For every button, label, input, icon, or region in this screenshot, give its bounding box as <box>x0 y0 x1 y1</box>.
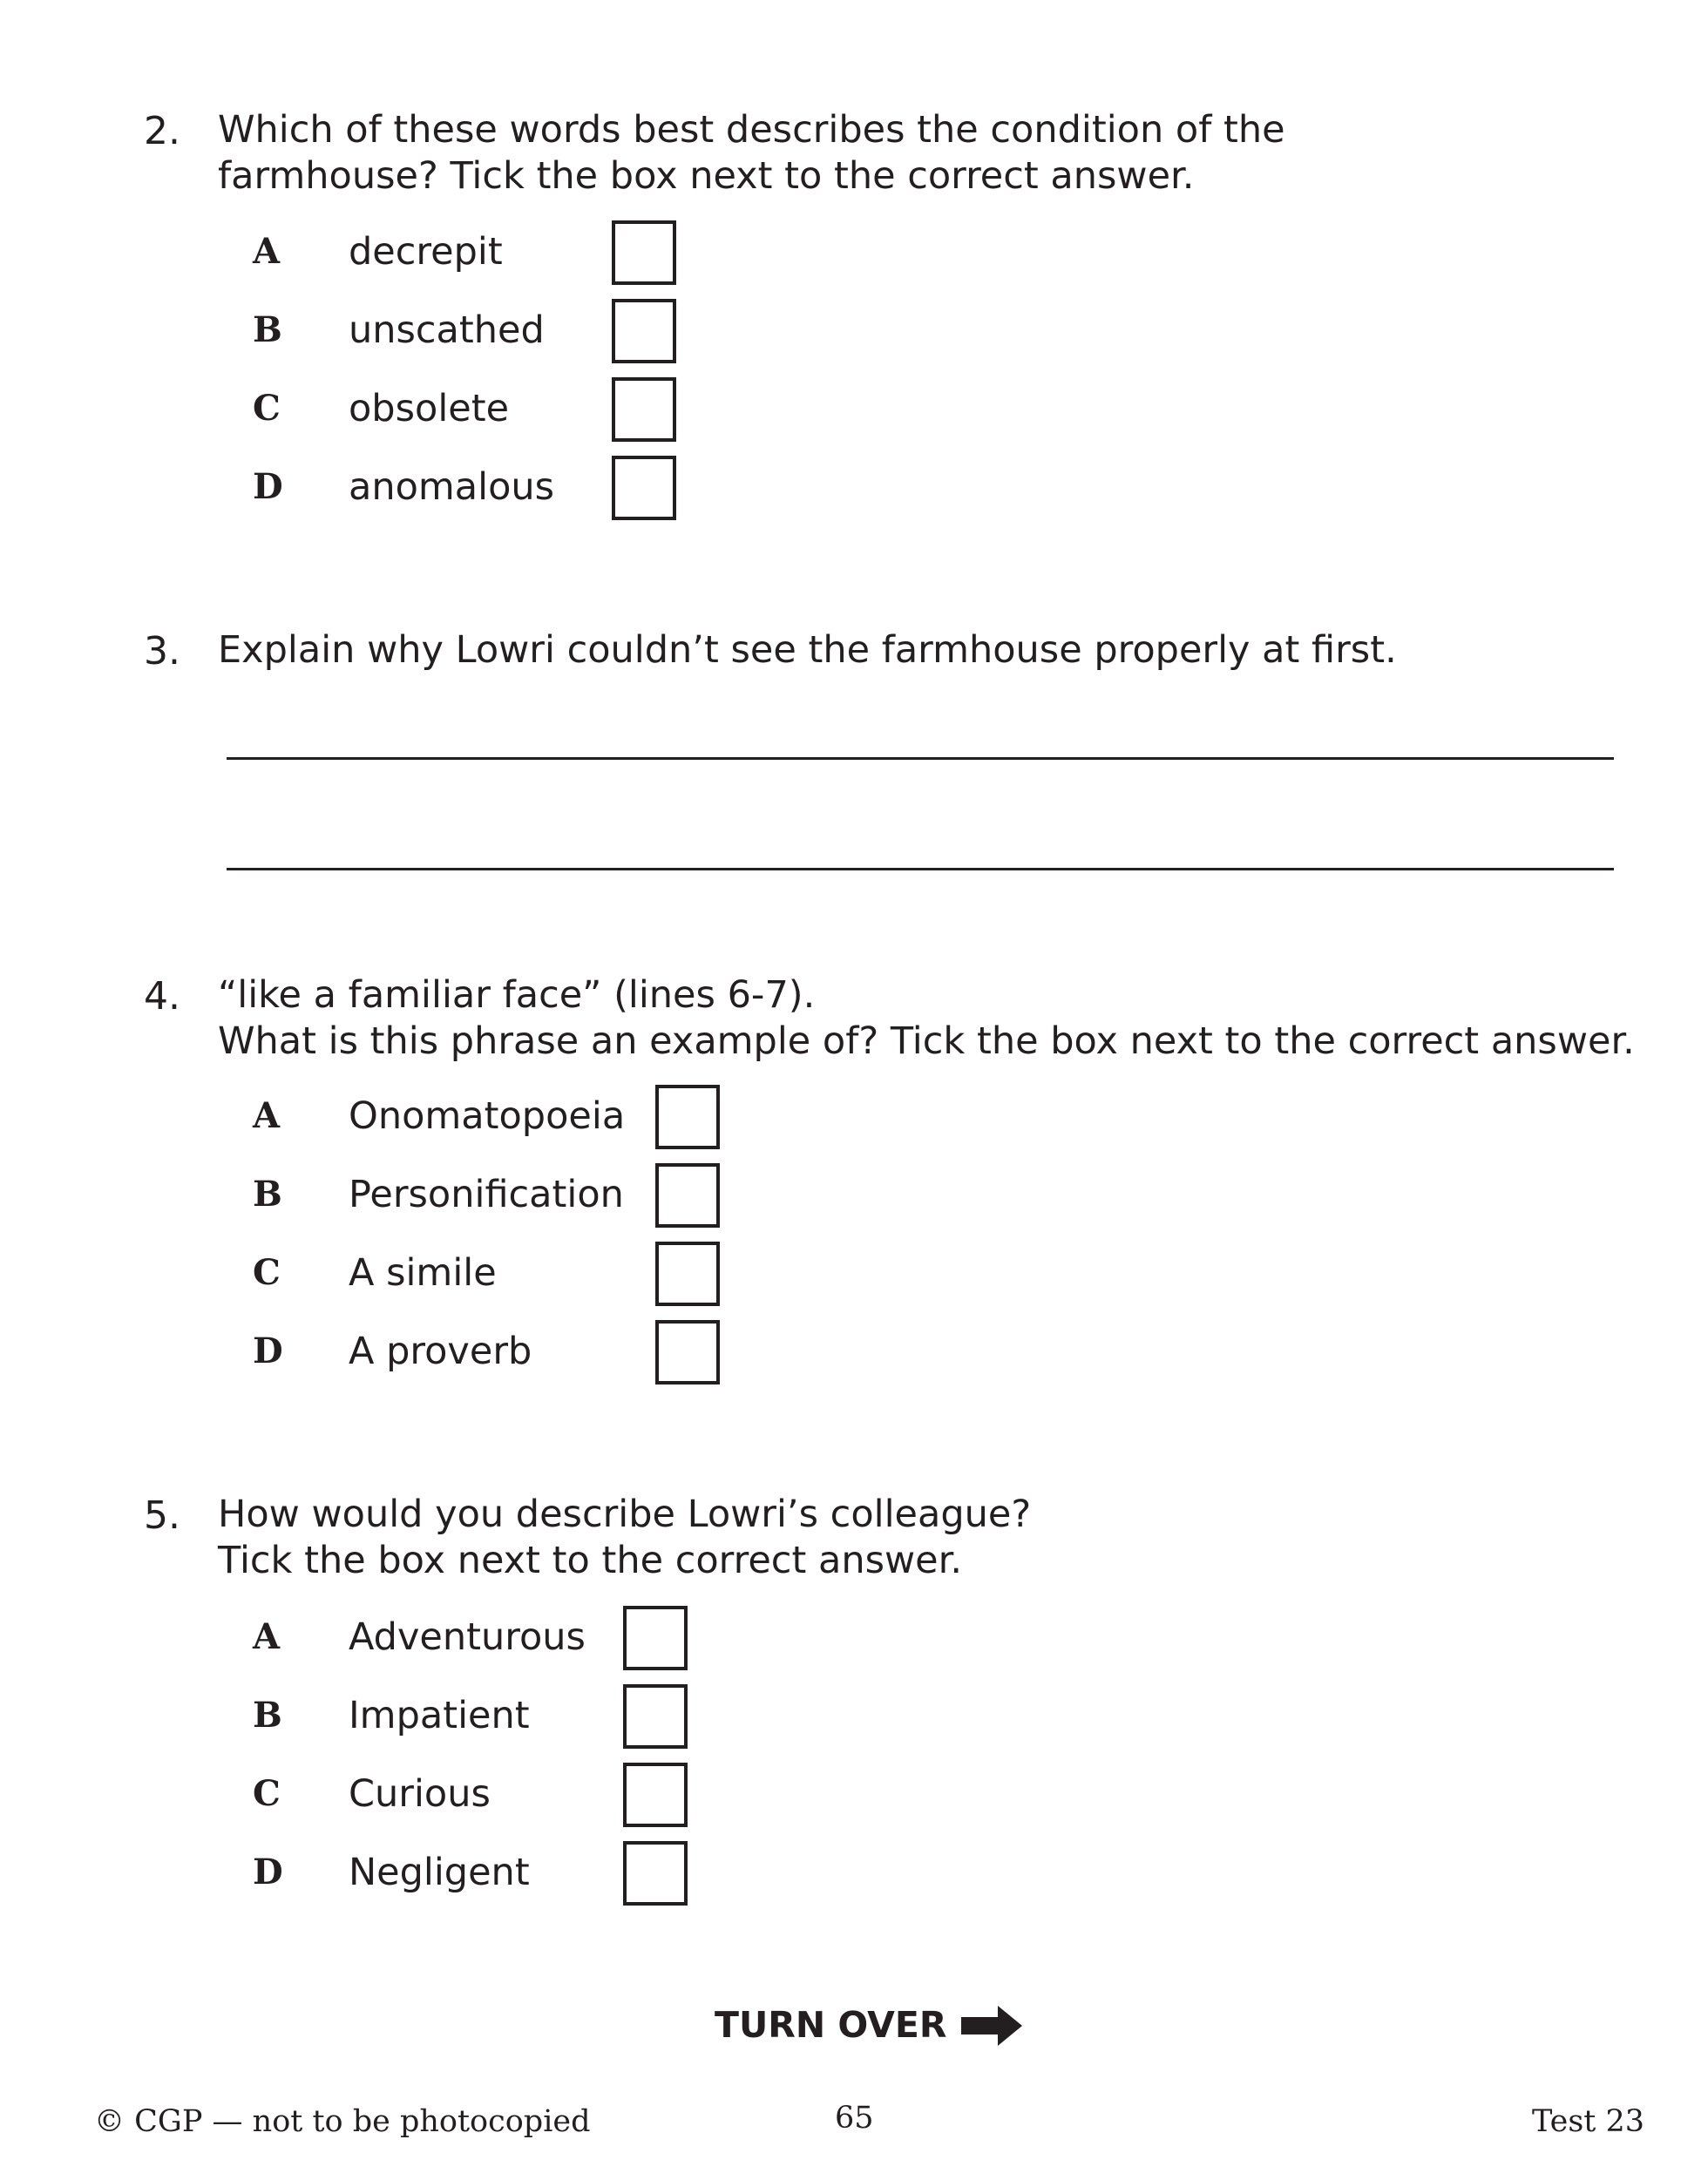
question-line: “like a familiar face” (lines 6-7). <box>218 973 816 1017</box>
answer-checkbox[interactable] <box>612 456 676 520</box>
answer-checkbox[interactable] <box>655 1242 720 1306</box>
option-label: Impatient <box>349 1694 530 1737</box>
option-label: Adventurous <box>349 1615 586 1659</box>
question-text <box>218 627 1397 674</box>
right-arrow-icon <box>961 2006 1022 2046</box>
answer-line[interactable] <box>227 757 1614 760</box>
option-label: Curious <box>349 1772 491 1816</box>
option-letter: B <box>253 309 282 350</box>
option-letter: D <box>253 1852 283 1892</box>
option-label: anomalous <box>349 465 555 509</box>
option-label: A simile <box>349 1251 497 1295</box>
question-number: 2. <box>144 109 180 153</box>
option-label: Negligent <box>349 1851 530 1894</box>
option-letter: D <box>253 466 283 507</box>
copyright-notice: © CGP — not to be photocopied <box>94 2104 591 2139</box>
answer-checkbox[interactable] <box>612 299 676 363</box>
answer-checkbox[interactable] <box>655 1320 720 1385</box>
turn-over-label: TURN OVER <box>715 2004 947 2046</box>
option-letter: D <box>253 1330 283 1371</box>
option-label: Personification <box>349 1173 624 1216</box>
question-line: farmhouse? Tick the box next to the correct answer. <box>218 154 1195 198</box>
page-number: 65 <box>835 2101 874 2136</box>
answer-checkbox[interactable] <box>623 1763 688 1827</box>
option-letter: A <box>253 1095 281 1136</box>
question-number: 3. <box>144 629 180 674</box>
answer-checkbox[interactable] <box>655 1085 720 1149</box>
question-line: Tick the box next to the correct answer. <box>218 1539 962 1582</box>
option-letter: A <box>253 231 281 272</box>
option-letter: B <box>253 1695 282 1736</box>
question-line: What is this phrase an example of? Tick the box next to the correct answer. <box>218 1019 1635 1063</box>
question-line: Which of these words best describes the condition of the <box>218 108 1285 152</box>
option-letter: C <box>253 1252 281 1293</box>
question-line: Explain why Lowri couldn’t see the farmhouse properly at first. <box>218 628 1397 672</box>
option-letter: C <box>253 388 281 429</box>
question-number: 4. <box>144 974 180 1019</box>
option-letter: A <box>253 1616 281 1657</box>
question-line: How would you describe Lowri’s colleague? <box>218 1493 1032 1536</box>
answer-checkbox[interactable] <box>612 220 676 285</box>
option-label: Onomatopoeia <box>349 1094 626 1138</box>
option-label: obsolete <box>349 387 510 430</box>
option-label: decrepit <box>349 230 503 274</box>
answer-checkbox[interactable] <box>623 1606 688 1670</box>
answer-checkbox[interactable] <box>623 1684 688 1749</box>
question-text <box>218 107 1285 200</box>
answer-checkbox[interactable] <box>623 1841 688 1906</box>
answer-line[interactable] <box>227 868 1614 870</box>
option-letter: C <box>253 1773 281 1814</box>
option-label: A proverb <box>349 1330 532 1373</box>
question-number: 5. <box>144 1493 180 1538</box>
answer-checkbox[interactable] <box>612 377 676 442</box>
answer-checkbox[interactable] <box>655 1163 720 1228</box>
question-text <box>218 1492 1031 1584</box>
option-letter: B <box>253 1174 282 1215</box>
test-label: Test 23 <box>1532 2104 1645 2139</box>
option-label: unscathed <box>349 308 545 352</box>
question-text <box>218 972 1635 1065</box>
